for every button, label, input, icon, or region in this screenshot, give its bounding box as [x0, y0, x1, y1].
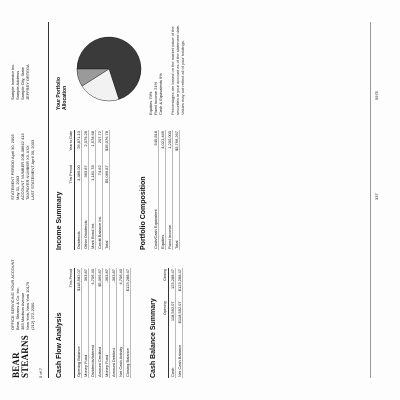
footer-rule	[370, 22, 371, 378]
page-number: 5 of 7	[38, 367, 43, 378]
cash-flow-title: Cash Flow Analysis	[56, 312, 63, 378]
office-line: (212) 272-2000	[30, 302, 35, 330]
brand-logo	[12, 335, 30, 378]
table-row: Dividends/Interest 4,706.40	[89, 269, 95, 377]
table-row: Mark Bond Int. 1,181.78 1,578.68	[89, 131, 95, 249]
table-row: Money Fund 363.87	[82, 269, 88, 377]
legend-item: Cash & Equivalents 9%	[158, 73, 163, 115]
table-row: Fixed Income 1,200,000	[166, 131, 172, 249]
table-row: Opening Balance $118,582.07	[75, 269, 81, 377]
client-line: Sample City, State	[20, 67, 25, 100]
portfolio-title: Portfolio Composition	[140, 176, 147, 250]
table-row: Amount Credited $5,069.87	[96, 269, 102, 377]
client-line: Sample Investor Inc.	[10, 63, 15, 100]
table-row: Cash 118,582.07 123,288.47	[169, 269, 175, 377]
table-row: Total $5,069.87 $35,076.78	[103, 131, 109, 249]
info-row: ACCOUNT NUMBER 20B-08642 413	[20, 133, 25, 200]
table-row: Cash/Cash Equivalent 545,818	[152, 131, 158, 249]
brand-line2: STEARNS	[20, 335, 30, 378]
legend-item: Fixed Income 21%	[153, 81, 158, 115]
info-row: LAST STATEMENT April 30, 2003	[30, 139, 35, 200]
cash-flow-table	[68, 268, 131, 378]
footer-form: 5975	[374, 91, 379, 100]
table-row: Amount Debited -363.87	[110, 269, 116, 377]
table-row: Money Fund -363.87	[103, 269, 109, 377]
col-header: This Period	[68, 268, 75, 314]
legend-item: Equities 70%	[148, 91, 153, 115]
allocation-note: Percentages are based on the market value of the securities in your account as of the statement date. Values may not reflect all of your holdings.	[170, 24, 185, 115]
table-row: Equities 4,021,449	[159, 131, 165, 249]
info-row: TAXPAYER NUMBER XX-XXX	[25, 145, 30, 200]
portfolio-table	[152, 130, 180, 250]
office-line: Bear, Stearns & Co. Inc.	[15, 287, 20, 330]
client-line: JEFFREY ORTEGA	[25, 64, 30, 100]
cash-balance-table: Opening Closing Cash 118,582.07 123,288.47 Net Cash Balance $118,582.07 $123,288.47	[163, 269, 182, 377]
table-row: Total $5,766,267	[173, 131, 179, 249]
client-block	[10, 64, 30, 100]
footer-code: 337	[374, 193, 379, 200]
header-rule	[48, 22, 49, 378]
table-row: Other Dividends 363.87 2,079.28	[82, 131, 88, 249]
allocation-legend	[148, 73, 163, 115]
info-row: May 31, 2003	[15, 175, 20, 200]
table-row: Net Cash Activity 4,706.40	[117, 269, 123, 377]
allocation-title: Your Portfolio Allocation	[56, 77, 68, 110]
table-row: Credit Balance Int. 74.62 207.72	[96, 131, 102, 249]
brand-line1: BEAR	[11, 352, 21, 378]
allocation-pie-chart	[74, 34, 144, 104]
office-block	[10, 259, 35, 330]
office-line: 383 Madison Avenue	[20, 292, 25, 330]
table-row: Closing Balance $123,288.47	[124, 269, 130, 377]
client-line: Sample Address	[15, 70, 20, 100]
cash-balance-title: Cash Balance Summary	[150, 298, 157, 378]
income-summary-title: Income Summary	[56, 191, 63, 250]
table-row: Dividends 3,480.00 26,871.13	[75, 131, 81, 249]
office-line: OFFICE SERVICING YOUR ACCOUNT	[10, 259, 15, 330]
statement-info	[10, 133, 35, 200]
info-row: STATEMENT PERIOD April 30, 2003	[10, 134, 15, 200]
table-row: Net Cash Balance $118,582.07 $123,288.47	[176, 269, 182, 377]
income-summary-table: This Period Year to Date Dividends 3,480.00 26,871.13 Other Dividends 363.87 2,079.28 Mark Bond Int. 1,181.78 1,578.68 Credit Balance Int. 74.62 207.72 Total $5,069.87 $35,076.78	[69, 131, 109, 249]
office-line: New York, New York 10179	[25, 281, 30, 330]
